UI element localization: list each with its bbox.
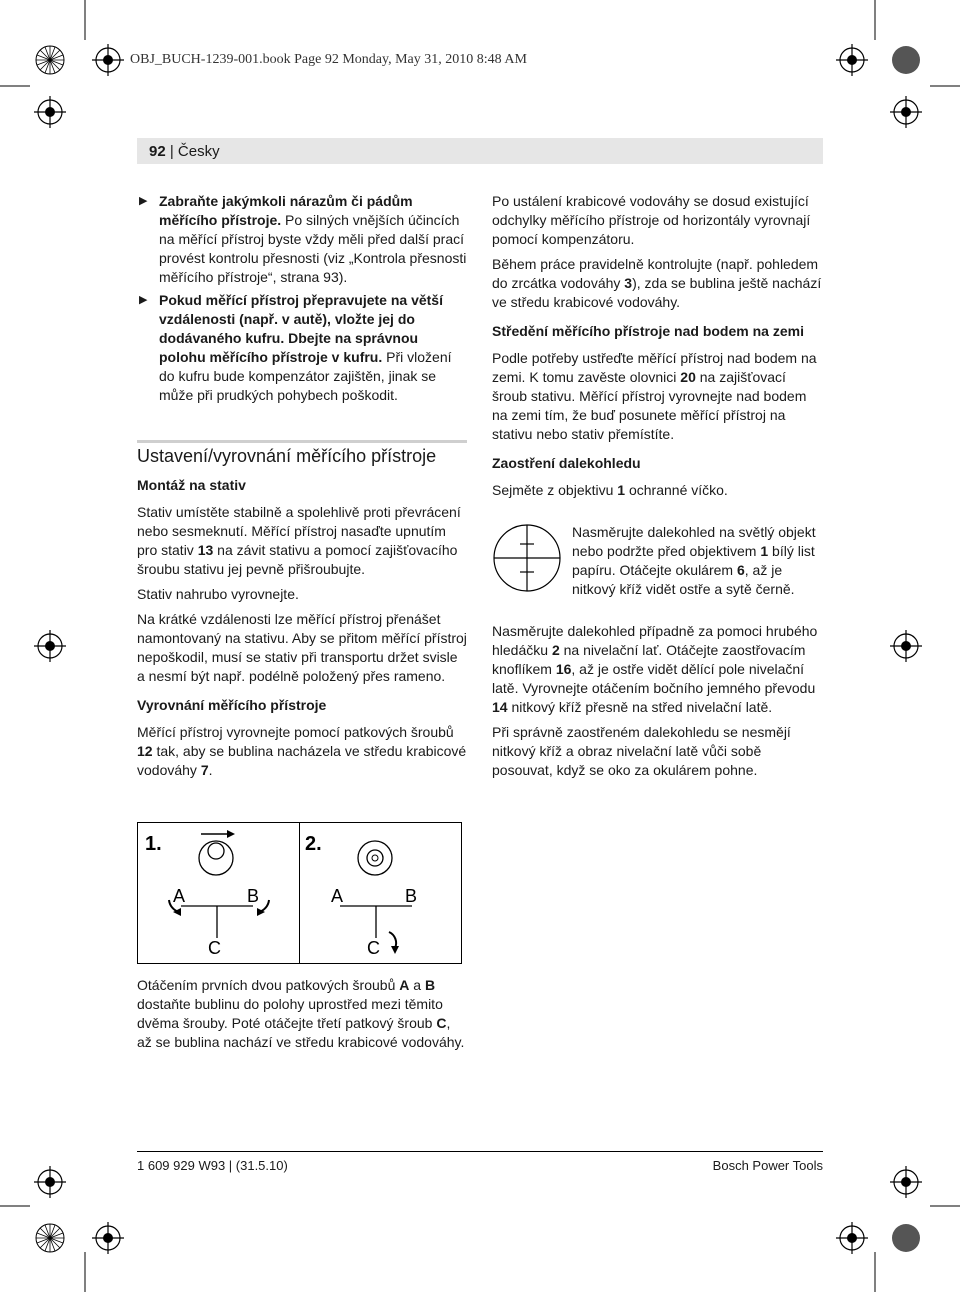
- section-title: Ustavení/vyrovnání měřícího přístroje: [137, 446, 437, 466]
- check-paragraph: Během práce pravidelně kontrolujte (např. pohledem do zrcátka vodováhy 3), zda se bublina ještě nachází ve středu krabicové vodováhy.: [492, 256, 822, 310]
- stredeni-heading: Středění měřícího přístroje nad bodem na zemi: [492, 323, 804, 339]
- montaz-heading: Montáž na stativ: [137, 477, 246, 493]
- footer-brand: Bosch Power Tools: [712, 1158, 823, 1173]
- registration-mark-icon: [890, 630, 922, 662]
- zaostreni-paragraph-2: Nasměrujte dalekohled na světlý objekt nebo podržte před objektivem 1 bílý list papíru. Otáčejte okulárem 6, až je nitkový kříž vidět ostře a sytě černě.: [572, 524, 816, 597]
- footer-doc-number: 1 609 929 W93 | (31.5.10): [137, 1158, 288, 1173]
- file-info: OBJ_BUCH-1239-001.book Page 92 Monday, May 31, 2010 8:48 AM: [130, 52, 527, 67]
- footer-rule: [137, 1151, 823, 1152]
- bullet-arrow-icon: ▶: [139, 294, 148, 306]
- step-1-label: 1.: [145, 833, 162, 855]
- stredeni-paragraph: Podle potřeby ustřeďte měřící přístroj nad bodem na zemi. K tomu zavěste olovnici 20 na zajišťovací šroub stativu. Měřící přístroj vyrovnejte nad bodem na zemi tím, že buď posunete měřící přístroj na stativu nebo stativ přemístíte.: [492, 350, 817, 442]
- leveling-figure: [137, 822, 462, 964]
- registration-mark-icon: [836, 1222, 868, 1254]
- zaostreni-paragraph-4: Při správně zaostřeném dalekohledu se nesmějí nitkový kříž a obraz nivelační latě vůči sobě posouvat, když se oko za okulárem pohne.: [492, 724, 791, 778]
- montaz-paragraph-2: Stativ nahrubo vyrovnejte.: [137, 586, 299, 602]
- bullet-arrow-icon: ▶: [139, 195, 148, 207]
- registration-dot-icon: [892, 1224, 920, 1252]
- warning-bullet-1: [137, 192, 467, 287]
- left-column-top: [137, 192, 467, 405]
- registration-mark-icon: [34, 1166, 66, 1198]
- compensator-paragraph: Po ustálení krabicové vodováhy se dosud existující odchylky měřícího přístroje od horizontály vyrovnají pomocí kompenzátoru.: [492, 193, 811, 247]
- right-column-top: [492, 192, 822, 500]
- right-column-bottom: [492, 622, 822, 780]
- step-2-label: 2.: [305, 833, 322, 855]
- screw-a-label: A: [331, 886, 344, 906]
- reticle-icon: [492, 522, 564, 594]
- zaostreni-paragraph-1: Sejměte z objektivu 1 ochranné víčko.: [492, 482, 728, 498]
- header-separator: |: [165, 143, 178, 160]
- left-column-body: [137, 476, 467, 780]
- screw-c-label: C: [208, 938, 221, 958]
- screw-b-label: B: [247, 886, 260, 906]
- registration-star-icon: [36, 1224, 64, 1252]
- registration-mark-icon: [890, 96, 922, 128]
- registration-star-icon: [36, 46, 64, 74]
- registration-mark-icon: [836, 44, 868, 76]
- montaz-paragraph-1: Stativ umístěte stabilně a spolehlivě proti převrácení nebo sesmeknutí. Měřící přístroj nasaďte upnutím pro stativ 13 na závit stativu a pomocí zajišťovacího šroubu stativu jej pevně přišroubujte.: [137, 504, 461, 577]
- screw-a-label: A: [173, 886, 186, 906]
- page-number: 92: [149, 143, 166, 160]
- header-language: Česky: [177, 143, 220, 160]
- montaz-paragraph-3: Na krátké vzdálenosti lze měřící přístroj přenášet namontovaný na stativu. Aby se přitom měřící přístroj nepoškodil, musí se stativ při transportu držet svisle a nesmí být např. podélně položený přes rameno.: [137, 611, 467, 684]
- registration-mark-icon: [34, 630, 66, 662]
- registration-mark-icon: [92, 1222, 124, 1254]
- page-header: [137, 138, 823, 164]
- vyrovnani-heading: Vyrovnání měřícího přístroje: [137, 697, 327, 713]
- warning-bullet-1-bold: Zabraňte jakýmkoli nárazům či pádům měřícího přístroje.: [159, 193, 413, 228]
- warning-bullet-2-text: Při vložení do kufru bude kompenzátor zajištěn, jinak se může při prudkých pohybech poškodit.: [159, 349, 452, 403]
- section-rule: [137, 440, 467, 443]
- registration-mark-icon: [92, 44, 124, 76]
- registration-dot-icon: [892, 46, 920, 74]
- zaostreni-heading: Zaostření dalekohledu: [492, 455, 641, 471]
- vyrovnani-paragraph: Měřící přístroj vyrovnejte pomocí patkových šroubů 12 tak, aby se bublina nacházela ve středu krabicové vodováhy 7.: [137, 724, 467, 778]
- warning-bullet-2: [137, 291, 467, 405]
- registration-mark-icon: [890, 1166, 922, 1198]
- warning-bullet-2-bold: Pokud měřící přístroj přepravujete na větší vzdálenosti (např. v autě), vložte jej do dodávaného kufru. Dbejte na správnou polohu měřícího přístroje v kufru.: [159, 292, 443, 365]
- figure-caption: Otáčením prvních dvou patkových šroubů A a B dostaňte bublinu do polohy uprostřed mezi těmito dvěma šrouby. Poté otáčejte třetí patkový šroub C, až se bublina nachází ve středu krabicové vodováhy.: [137, 977, 465, 1050]
- warning-bullet-1-text: Po silných vnějších účincích na měřící přístroj byste vždy měli před další prací provést kontrolu přesnosti (viz „Kontrola přesnosti měřícího přístroje“, strana 93).: [159, 212, 467, 285]
- screw-c-label: C: [367, 938, 380, 958]
- registration-mark-icon: [34, 96, 66, 128]
- zaostreni-paragraph-3: Nasměrujte dalekohled případně za pomoci hrubého hledáčku 2 na nivelační lať. Otáčejte zaostřovacím knoflíkem 16, až je ostře vidět dělící pole nivelační latě. Vyrovnejte otáčením bočního jemného převodu 14 nitkový kříž přesně na střed nivelační latě.: [492, 623, 818, 715]
- screw-b-label: B: [405, 886, 418, 906]
